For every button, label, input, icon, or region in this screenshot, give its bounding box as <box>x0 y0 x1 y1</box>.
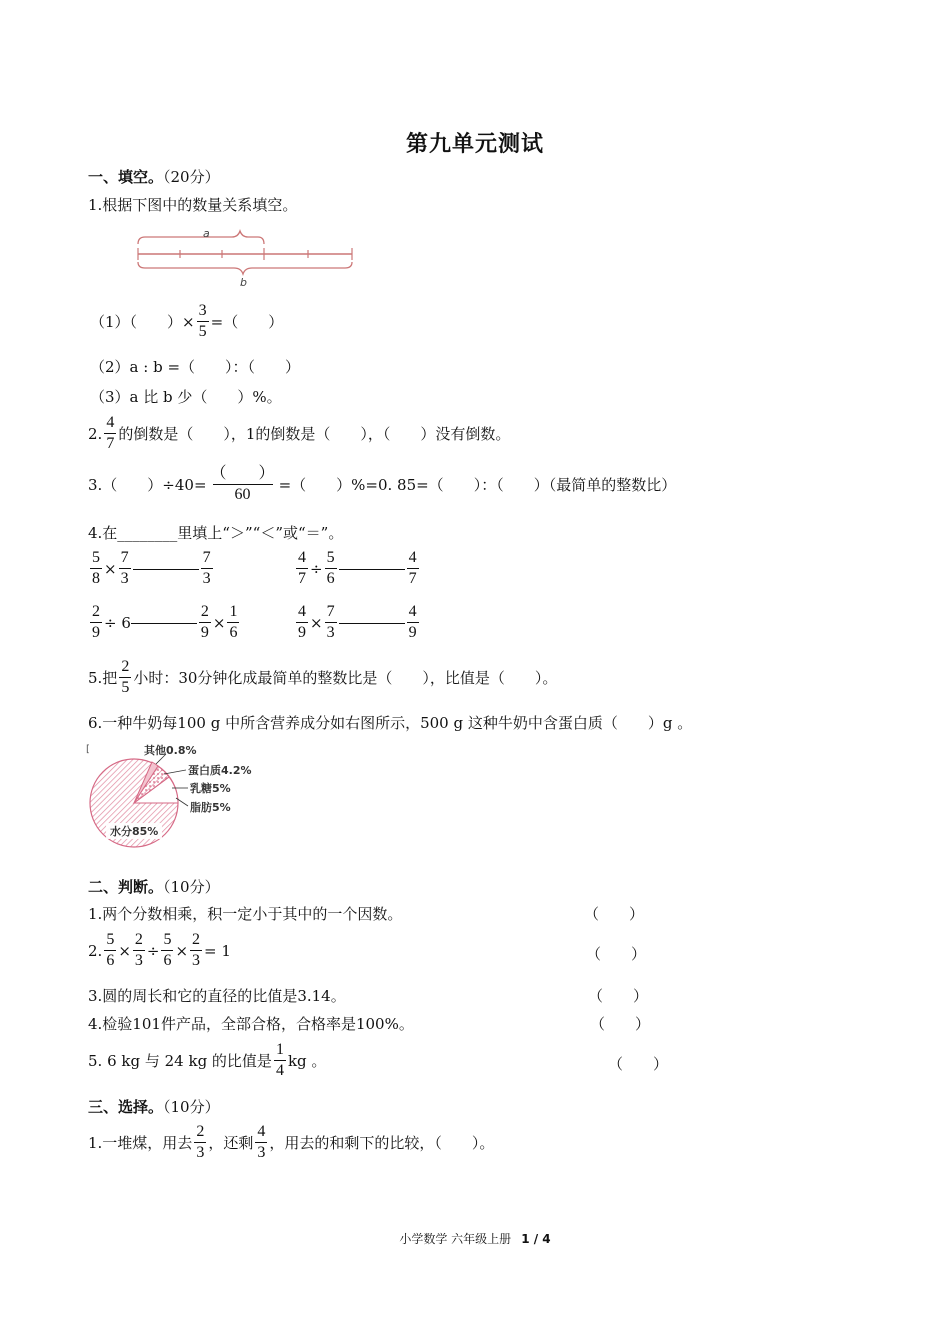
denominator: 7 <box>298 570 306 587</box>
q4-compare-1 <box>88 550 215 587</box>
section-3-title: 三、选择。 <box>88 1098 164 1116</box>
fraction <box>296 550 308 587</box>
denominator: 3 <box>196 1144 205 1161</box>
numerator: 4 <box>257 1123 266 1140</box>
page-number: 1 / 4 <box>521 1232 551 1246</box>
q4-prompt: 4.在________里填上“＞”“＜”或“＝”。 <box>88 524 344 542</box>
operator: × <box>104 559 117 578</box>
numerator: 1 <box>229 603 238 620</box>
q3 <box>88 466 676 503</box>
nutrition-pie-chart <box>84 740 274 862</box>
fraction <box>161 932 173 969</box>
fraction <box>201 550 213 587</box>
operator: ÷ <box>310 559 323 578</box>
denominator: 3 <box>134 952 143 969</box>
fraction <box>325 604 337 641</box>
judge-q5 <box>88 1042 326 1079</box>
numerator: 2 <box>92 603 100 620</box>
judge-paren-2[interactable]: （ ） <box>586 945 647 963</box>
fraction <box>274 1042 286 1079</box>
fraction <box>209 466 277 503</box>
numerator: 5 <box>92 549 100 566</box>
denominator: 7 <box>408 570 417 587</box>
brace-b <box>138 262 352 274</box>
q1-sub2: （2）a : b =（ ）：（ ） <box>90 358 301 376</box>
q2 <box>88 415 510 452</box>
numerator: 3 <box>198 302 207 319</box>
fraction <box>407 604 419 641</box>
operator: × <box>175 941 189 960</box>
judge-paren-1[interactable]: （ ） <box>584 905 645 923</box>
operator: × <box>310 613 323 632</box>
answer-blank[interactable] <box>339 622 405 624</box>
denominator: 7 <box>106 435 115 452</box>
svg-text:[: [ <box>86 744 90 755</box>
section-3-points: （10分） <box>163 1098 220 1116</box>
judge-q5-suffix: kg 。 <box>287 1052 327 1070</box>
fraction <box>255 1124 267 1161</box>
fraction <box>194 1124 206 1161</box>
denominator: 3 <box>326 624 335 641</box>
numerator: 2 <box>121 658 130 675</box>
operator: ÷ 6 <box>104 613 131 632</box>
denominator: 6 <box>163 952 172 969</box>
brace-a <box>138 231 264 244</box>
section-3-heading <box>88 1096 220 1117</box>
q1-prompt: 1.根据下图中的数量关系填空。 <box>88 196 298 214</box>
q1-sub1 <box>90 303 283 340</box>
fraction <box>133 932 145 969</box>
q1-sub1-prefix: （1）（ ）× <box>90 313 195 331</box>
page-title: 第九单元测试 <box>405 131 544 157</box>
judge-q3: 3.圆的周长和它的直径的比值是3.14。 <box>88 987 346 1005</box>
segment-diagram <box>130 226 360 290</box>
fraction <box>104 932 116 969</box>
fraction <box>325 550 337 587</box>
fraction <box>90 604 102 641</box>
fraction <box>190 932 202 969</box>
denominator: 3 <box>120 570 129 587</box>
pie-label: 其他0.8% <box>144 744 197 757</box>
judge-q5-prefix: 5. 6 kg 与 24 kg 的比值是 <box>88 1052 272 1070</box>
operator: × <box>118 941 131 960</box>
choice-q1 <box>88 1124 494 1161</box>
judge-q2 <box>88 932 231 969</box>
denominator: 3 <box>257 1144 266 1161</box>
choice-q1-suffix: ，用去的和剩下的比较，（ ）。 <box>269 1134 495 1152</box>
pie-label: 脂肪5% <box>190 801 231 814</box>
fraction <box>90 550 102 587</box>
q1-sub1-suffix: =（ ） <box>210 313 284 331</box>
answer-blank[interactable] <box>339 568 405 570</box>
page-footer <box>0 1230 950 1247</box>
q3-suffix: =（ ）%=0. 85=（ ）：（ ）（最简单的整数比） <box>278 476 677 494</box>
judge-q4: 4.检验101件产品，全部合格，合格率是100%。 <box>88 1015 414 1033</box>
numerator: 7 <box>326 603 335 620</box>
numerator: 4 <box>408 603 417 620</box>
numerator: 1 <box>275 1041 284 1058</box>
numerator: 7 <box>202 549 211 566</box>
fraction <box>199 604 211 641</box>
numerator: 4 <box>106 414 115 431</box>
denominator: 8 <box>92 570 100 587</box>
operator: × <box>212 613 226 632</box>
judge-paren-5[interactable]: （ ） <box>608 1055 669 1073</box>
judge-paren-4[interactable]: （ ） <box>590 1015 651 1033</box>
q6-text: 6.一种牛奶每100 g 中所含营养成分如右图所示，500 g 这种牛奶中含蛋白质（ ）g 。 <box>88 714 693 732</box>
denominator: 60 <box>213 484 273 503</box>
denominator: 9 <box>200 624 209 641</box>
pie-label: 乳糖5% <box>190 782 231 795</box>
q3-prefix: 3.（ ）÷40= <box>88 476 207 494</box>
section-1-heading <box>88 166 220 187</box>
denominator: 6 <box>326 570 335 587</box>
section-2-points: （10分） <box>163 878 220 896</box>
q4-compare-2 <box>294 550 421 587</box>
denominator: 3 <box>192 952 201 969</box>
denominator: 9 <box>298 624 306 641</box>
judge-q1: 1.两个分数相乘，积一定小于其中的一个因数。 <box>88 905 403 923</box>
q1-sub3: （3）a 比 b 少（ ）%。 <box>90 388 282 406</box>
section-1-title: 一、填空。 <box>88 168 164 186</box>
denominator: 9 <box>408 624 417 641</box>
fraction <box>197 303 209 340</box>
q4-compare-4 <box>294 604 421 641</box>
numerator: 2 <box>134 931 143 948</box>
denominator: 5 <box>198 323 207 340</box>
numerator: 4 <box>408 549 417 566</box>
answer-blank[interactable] <box>131 622 197 624</box>
q4-compare-3 <box>88 604 241 641</box>
choice-q1-mid: ，还剩 <box>208 1134 254 1152</box>
q2-prefix: 2. <box>88 424 103 443</box>
q2-suffix: 的倒数是（ ），1的倒数是（ ），（ ）没有倒数。 <box>118 425 511 443</box>
fraction <box>407 550 419 587</box>
operator: ÷ <box>146 941 160 960</box>
section-2-title: 二、判断。 <box>88 878 164 896</box>
pie-label: 水分85% <box>110 825 159 838</box>
numerator: 5 <box>326 549 335 566</box>
fraction <box>227 604 239 641</box>
choice-q1-prefix: 1.一堆煤，用去 <box>88 1134 193 1152</box>
label-a: a <box>203 227 210 240</box>
denominator: 6 <box>229 624 238 641</box>
denominator: 3 <box>202 570 211 587</box>
numerator: 4 <box>298 549 306 566</box>
section-1-points: （20分） <box>163 168 220 186</box>
fraction <box>119 659 131 696</box>
denominator: 9 <box>92 624 100 641</box>
judge-paren-3[interactable]: （ ） <box>588 987 649 1005</box>
q5-suffix: 小时：30分钟化成最简单的整数比是（ ），比值是（ ）。 <box>133 669 558 687</box>
label-b: b <box>240 276 247 289</box>
denominator: 4 <box>275 1062 284 1079</box>
judge-q2-prefix: 2. <box>88 941 103 960</box>
numerator: 2 <box>200 603 209 620</box>
fraction <box>296 604 308 641</box>
q5-prefix: 5.把 <box>88 669 118 687</box>
fraction <box>104 415 116 452</box>
numerator: 2 <box>196 1123 205 1140</box>
q5 <box>88 659 557 696</box>
numerator: （ ） <box>210 465 275 482</box>
numerator: 7 <box>120 549 129 566</box>
numerator: 4 <box>298 603 306 620</box>
numerator: 5 <box>106 931 115 948</box>
answer-blank[interactable] <box>133 568 199 570</box>
denominator: 5 <box>121 679 130 696</box>
judge-q2-result: = 1 <box>204 941 231 960</box>
denominator: 6 <box>106 952 115 969</box>
pie-label: 蛋白质4.2% <box>188 764 252 777</box>
numerator: 5 <box>163 931 172 948</box>
numerator: 2 <box>192 931 201 948</box>
fraction <box>119 550 131 587</box>
section-2-heading <box>88 876 220 897</box>
footer-text: 小学数学 六年级上册 <box>399 1232 512 1246</box>
